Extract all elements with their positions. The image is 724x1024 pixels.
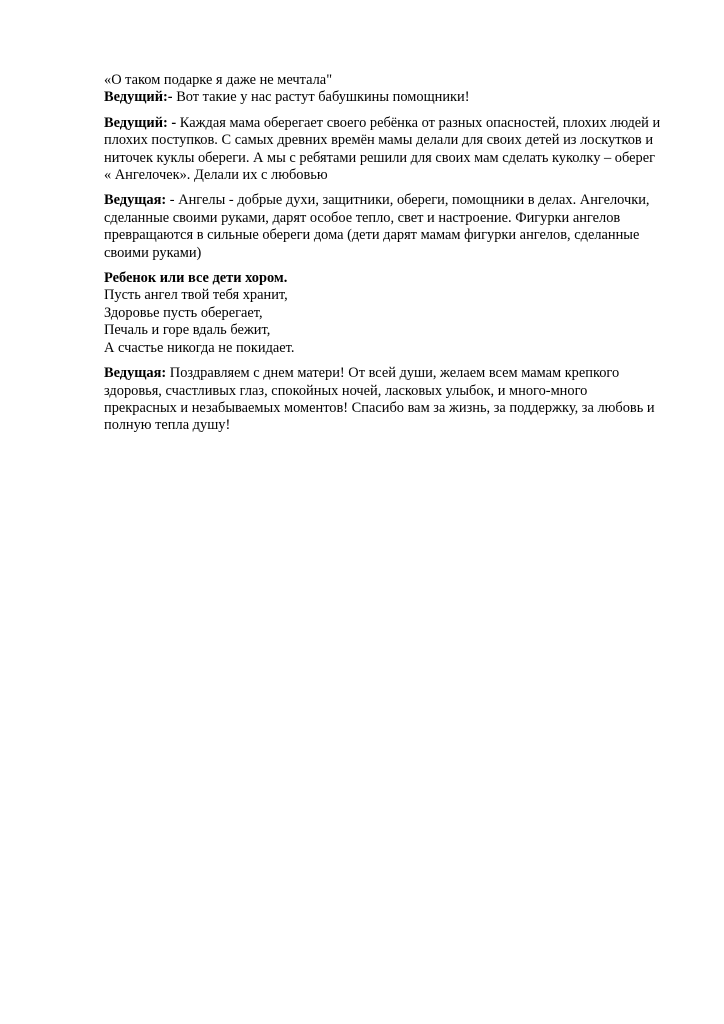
speech-text: Вот такие у нас растут бабушкины помощники! [172,89,470,106]
paragraph-1 [104,72,684,107]
poem-line: Здоровье пусть оберегает, [104,304,263,321]
speech-text: Поздравляем с днем матери! От всей души, желаем всем мамам крепкого [166,365,620,382]
document-page [104,72,684,443]
text-line [104,89,684,106]
speech-text: - Ангелы - добрые духи, защитники, обереги, помощники в делах. Ангелочки, [166,192,650,209]
poem-line: Пусть ангел твой тебя хранит, [104,287,288,304]
text-line: здоровья, счастливых глаз, спокойных ночей, ласковых улыбок, и много-много [104,382,588,399]
paragraph-2 [104,115,684,185]
speaker-label: Ведущая: [104,365,167,382]
paragraph-5 [104,365,684,435]
text-line: прекрасных и незабываемых моментов! Спасибо вам за жизнь, за поддержку, за любовь и [104,399,655,416]
text-line [104,192,684,209]
text-line [104,365,684,382]
poem-line: Печаль и горе вдаль бежит, [104,322,271,339]
poem-heading: Ребенок или все дети хором. [104,270,288,287]
text-line: «О таком подарке я даже не мечтала" [104,72,333,88]
paragraph-4-poem [104,270,684,357]
poem-line: А счастье никогда не покидает. [104,339,295,356]
text-line: сделанные своими руками, дарят особое тепло, свет и настроение. Фигурки ангелов [104,209,621,226]
paragraph-3 [104,192,684,262]
text-line: плохих поступков. С самых древних времён мамы делали для своих детей из лоскутков и [104,132,654,149]
text-line: своими руками) [104,244,202,261]
speech-text: Каждая мама оберегает своего ребёнка от разных опасностей, плохих людей и [176,114,661,131]
text-line [104,115,684,132]
text-line: ниточек куклы обереги. А мы с ребятами решили для своих мам сделать куколку – оберег [104,149,656,166]
speaker-label: Ведущий: - [104,114,177,131]
text-line: превращаются в сильные обереги дома (дети дарят мамам фигурки ангелов, сделанные [104,227,640,244]
text-line: « Ангелочек». Делали их с любовью [104,167,328,184]
speaker-label: Ведущий:- [104,89,173,106]
text-line: полную тепла душу! [104,417,231,434]
speaker-label: Ведущая: [104,192,167,209]
